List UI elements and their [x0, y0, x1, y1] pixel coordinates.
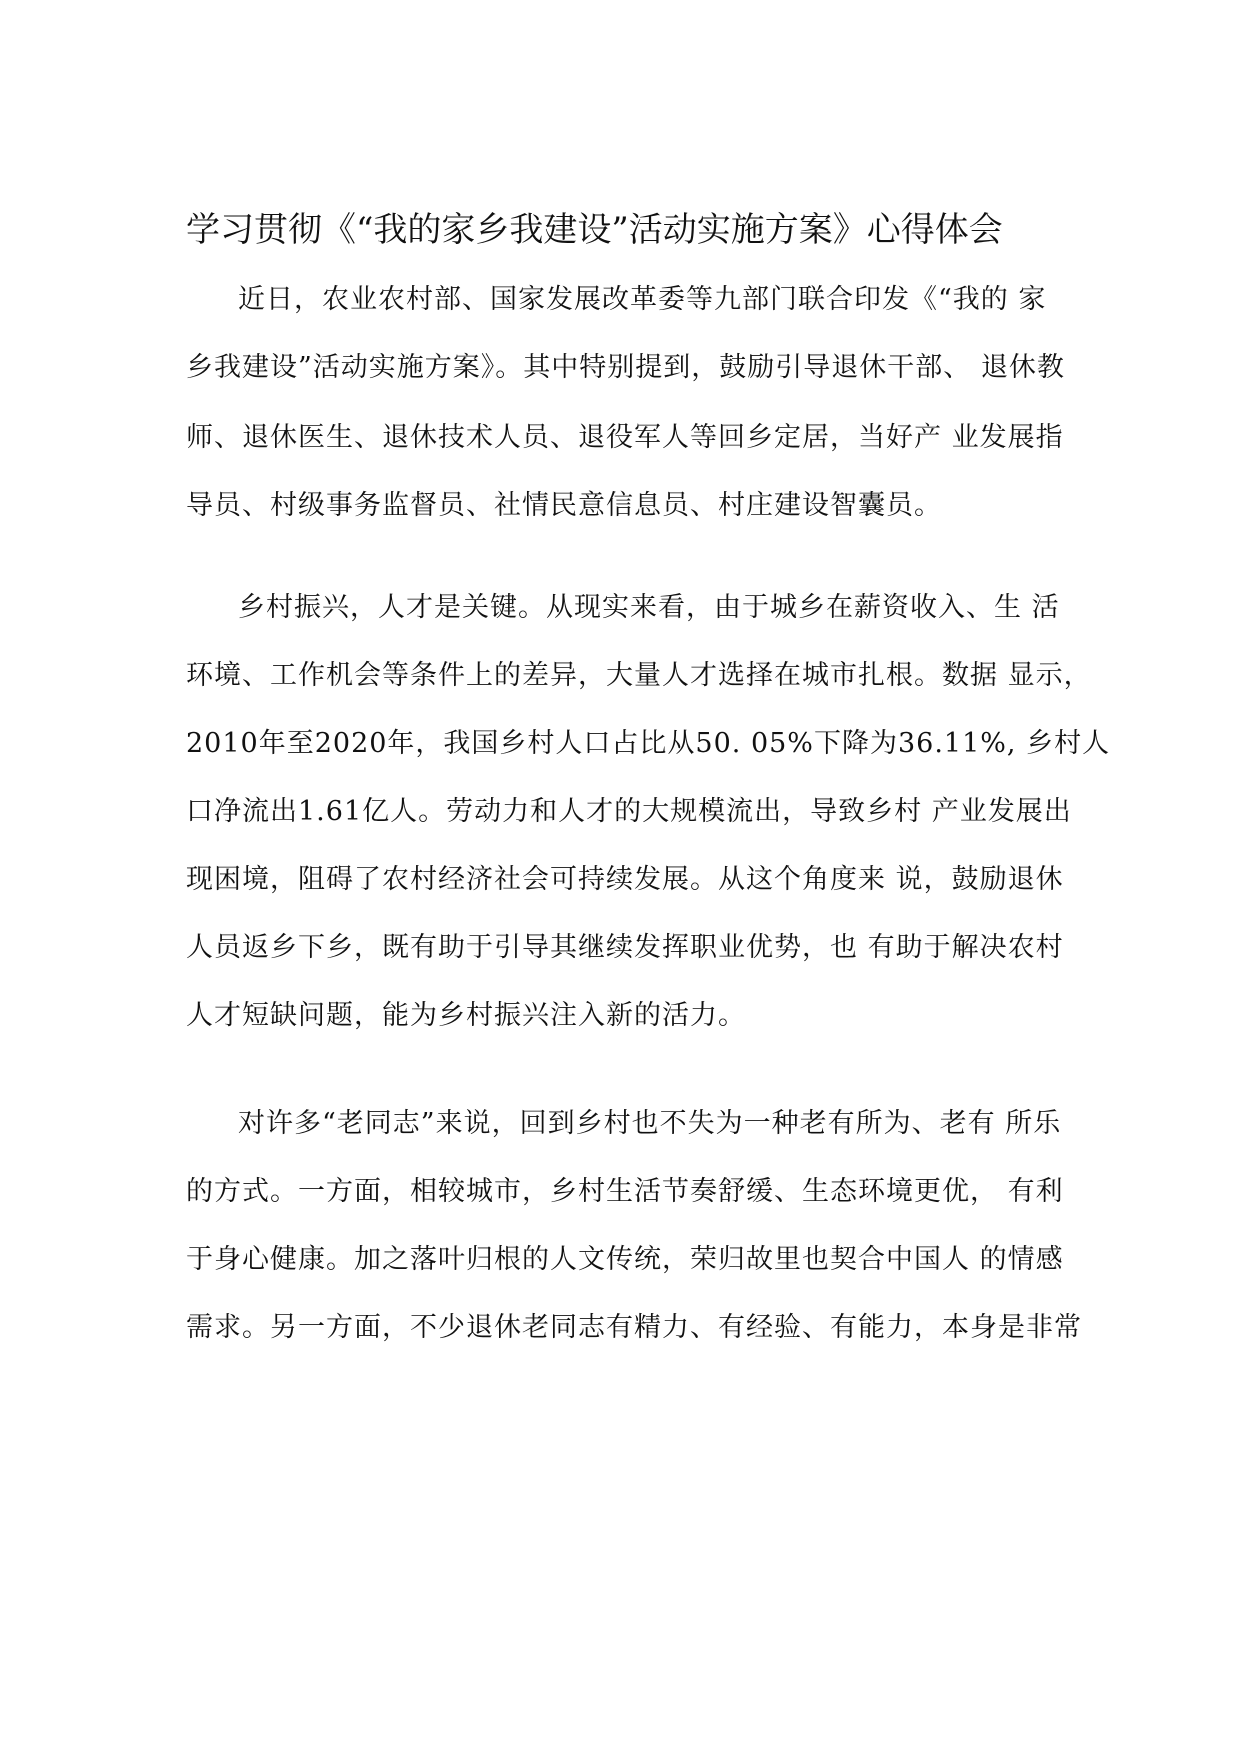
document-title: 学习贯彻《“我的家乡我建设”活动实施方案》心得体会: [186, 210, 1003, 250]
paragraph-2-line-5: 现困境，阻碍了农村经济社会可持续发展。从这个角度来 说，鼓励退休: [186, 864, 1064, 895]
paragraph-2-line-7: 人才短缺问题，能为乡村振兴注入新的活力。: [186, 1000, 746, 1031]
paragraph-1-line-4: 导员、村级事务监督员、社情民意信息员、村庄建设智囊员。: [186, 490, 942, 521]
paragraph-1-line-3: 师、退休医生、退休技术人员、退役军人等回乡定居，当好产 业发展指: [186, 422, 1064, 453]
paragraph-2-line-1: 乡村振兴，人才是关键。从现实来看，由于城乡在薪资收入、生 活: [238, 592, 1060, 623]
paragraph-3-line-1: 对许多“老同志”来说，回到乡村也不失为一种老有所为、老有 所乐: [238, 1108, 1062, 1139]
paragraph-2-line-4: 口净流出1.61亿人。劳动力和人才的大规模流出，导致乡村 产业发展出: [186, 796, 1072, 827]
paragraph-2-line-6: 人员返乡下乡，既有助于引导其继续发挥职业优势，也 有助于解决农村: [186, 932, 1064, 963]
paragraph-3-line-4: 需求。另一方面，不少退休老同志有精力、有经验、有能力，本身是非常: [186, 1312, 1082, 1343]
paragraph-3-line-2: 的方式。一方面，相较城市，乡村生活节奏舒缓、生态环境更优， 有利: [186, 1176, 1064, 1207]
paragraph-1-line-2: 乡我建设”活动实施方案》。其中特别提到，鼓励引导退休干部、 退休教: [186, 352, 1065, 383]
paragraph-2-line-2: 环境、工作机会等条件上的差异，大量人才选择在城市扎根。数据 显示，: [186, 660, 1092, 691]
paragraph-1-line-1: 近日，农业农村部、国家发展改革委等九部门联合印发《“我的 家: [238, 284, 1047, 315]
paragraph-3-line-3: 于身心健康。加之落叶归根的人文传统，荣归故里也契合中国人 的情感: [186, 1244, 1064, 1275]
paragraph-2-line-3: 2010年至2020年，我国乡村人口占比从50. 05%下降为36.11%, 乡村人: [186, 728, 1111, 759]
